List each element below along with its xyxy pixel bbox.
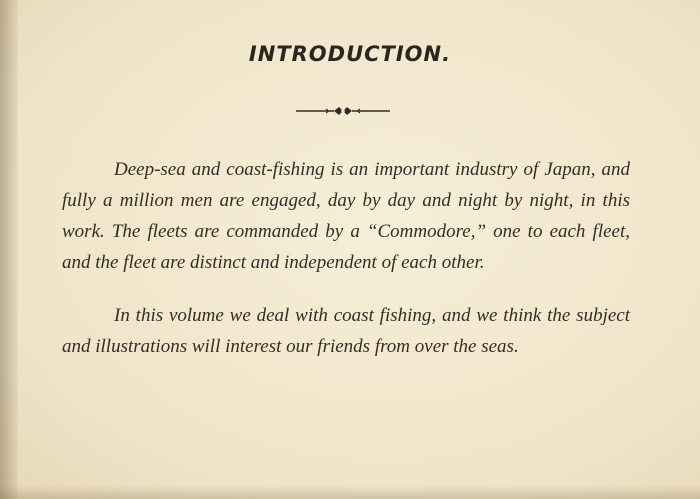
page-title: INTRODUCTION. xyxy=(248,42,452,66)
paragraph-2: In this volume we deal with coast fishing, and we think the subject and illustrations will interest our friends from over the seas. xyxy=(62,305,630,357)
binding-shadow xyxy=(0,0,18,499)
page-edge-shade xyxy=(0,485,700,499)
fleuron-rule-icon xyxy=(296,104,390,118)
paragraph-1: Deep-sea and coast-fishing is an important industry of Japan, and fully a million men are engaged, day by day and night by night, in this work. The fleets are commanded by a “Commodore,” one to each fleet, and the fleet are distinct and independent of each other. xyxy=(62,159,630,273)
introduction-body xyxy=(62,154,630,384)
